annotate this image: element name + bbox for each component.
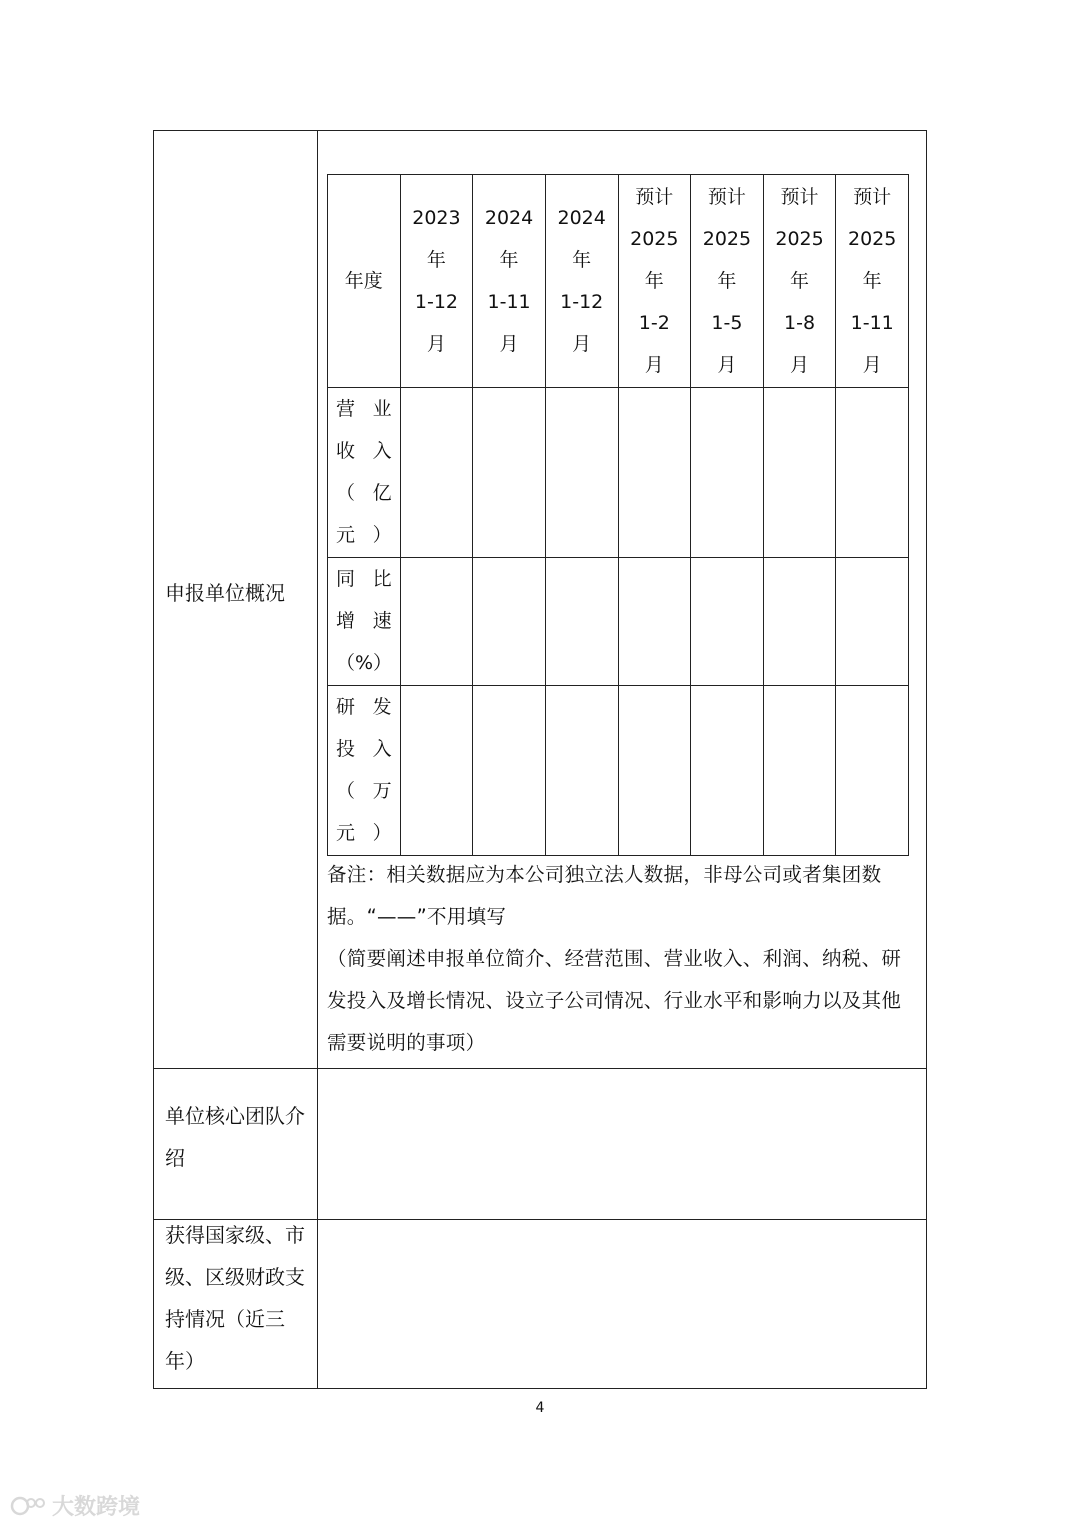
input-cell[interactable] (763, 388, 836, 558)
note-text: 备注：相关数据应为本公司独立法人数据，非母公司或者集团数据。“——”不用填写 (327, 863, 882, 928)
input-cell[interactable] (836, 388, 909, 558)
year-header: 预计 2025 年 1-2 月 (618, 175, 691, 388)
financial-data-table (327, 174, 909, 856)
year-header: 2024 年 1-11 月 (473, 175, 546, 388)
metric-growth-rate: 同比增速（%） (328, 558, 401, 686)
column-divider (317, 131, 318, 1388)
input-cell[interactable] (473, 388, 546, 558)
application-form-table (153, 130, 927, 1389)
description-text: （简要阐述申报单位简介、经营范围、营业收入、利润、纳税、研发投入及增长情况、设立子公司情况、行业水平和影响力以及其他需要说明的事项） (327, 947, 902, 1054)
table-row (328, 388, 909, 558)
year-header: 预计 2025 年 1-8 月 (763, 175, 836, 388)
label-company-overview: 申报单位概况 (165, 581, 285, 605)
input-cell[interactable] (691, 388, 764, 558)
input-cell[interactable] (400, 686, 473, 856)
year-header: 预计 2025 年 1-11 月 (836, 175, 909, 388)
input-cell[interactable] (836, 686, 909, 856)
input-cell[interactable] (473, 686, 546, 856)
year-header: 2023 年 1-12 月 (400, 175, 473, 388)
notes-block (327, 854, 917, 1064)
watermark-logo-icon (10, 1494, 46, 1518)
table-row (328, 558, 909, 686)
input-cell[interactable] (473, 558, 546, 686)
input-cell[interactable] (618, 388, 691, 558)
input-cell[interactable] (691, 686, 764, 856)
input-cell[interactable] (545, 388, 618, 558)
input-cell[interactable] (763, 558, 836, 686)
watermark (10, 1490, 140, 1521)
label-fiscal-support: 获得国家级、市级、区级财政支持情况（近三年） (165, 1223, 305, 1373)
row-divider (154, 1068, 926, 1069)
year-header-row (328, 175, 909, 388)
input-cell[interactable] (545, 686, 618, 856)
metric-revenue: 营业收入（亿元） (328, 388, 401, 558)
metric-rd-investment: 研发投入（万元） (328, 686, 401, 856)
input-cell[interactable] (400, 558, 473, 686)
input-cell[interactable] (691, 558, 764, 686)
year-header: 2024 年 1-12 月 (545, 175, 618, 388)
year-header: 预计 2025 年 1-5 月 (691, 175, 764, 388)
page-number: 4 (535, 1400, 545, 1416)
label-core-team: 单位核心团队介绍 (165, 1104, 305, 1170)
table-row (328, 686, 909, 856)
input-cell[interactable] (618, 558, 691, 686)
corner-header: 年度 (328, 175, 401, 388)
input-cell[interactable] (400, 388, 473, 558)
input-cell[interactable] (545, 558, 618, 686)
input-cell[interactable] (618, 686, 691, 856)
input-cell[interactable] (836, 558, 909, 686)
watermark-text: 大数跨境 (52, 1495, 141, 1520)
input-cell[interactable] (763, 686, 836, 856)
